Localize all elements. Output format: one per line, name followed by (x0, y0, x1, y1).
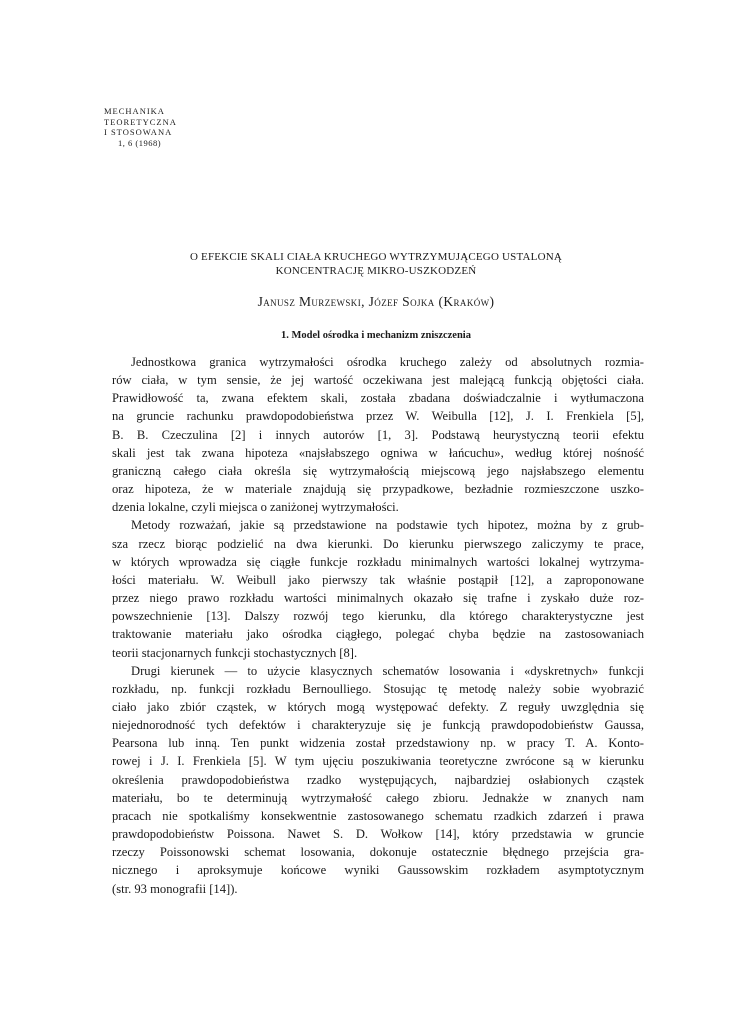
paper-authors: Janusz Murzewski, Józef Sojka (Kraków) (257, 294, 495, 309)
paper-title-line-2: KONCENTRACJĘ MIKRO-USZKODZEŃ (275, 265, 477, 277)
journal-name-line-2: TEORETYCZNA (104, 116, 177, 127)
text-line: B. B. Czeczulina [2] i innych autorów [1, 3]. Podstawą heurystyczną teorii efektu (112, 427, 644, 442)
text-line: przez niego prawo rozkładu wartości minimalnych okazało się trafne i zyskało duże roz- (112, 591, 644, 606)
journal-name-line-1: MECHANIKA (104, 106, 165, 116)
paragraph-2 (112, 516, 644, 661)
journal-name-line-3: I STOSOWANA (104, 127, 173, 137)
text-line: na gruncie rachunku prawdopodobieństwa przez W. Weibulla [12], J. I. Frenkiela [5], (112, 409, 644, 424)
text-line: teorii stacjonarnych funkcji stochastycznych [8]. (112, 645, 358, 660)
section-heading: 1. Model ośrodka i mechanizm zniszczenia (281, 330, 471, 341)
text-line: traktowanie materiału jako ośrodka ciągłego, polegać chyba będzie na zastosowaniach (112, 627, 644, 642)
text-line: pracach nie spotkaliśmy konsekwentnie zastosowanego schematu rzadkich zdarzeń i prawa (112, 808, 644, 823)
journal-volume: 1, 6 (1968) (118, 137, 162, 148)
text-line: rzeczy Poissonowski schemat losowania, dokonuje ostatecznie błędnego przejścia gra- (112, 845, 644, 860)
text-line: w których wprowadza się ciągłe funkcje rozkładu minimalnych wartości lokalnej wytrzyma- (112, 554, 644, 569)
text-line: materiału, bo te determinują wytrzymałość całego zbioru. Jednakże w znanych nam (112, 790, 644, 805)
text-line: graniczną całego ciała określa się wytrzymałością miejscową jego najsłabszego elementu (112, 463, 644, 478)
text-line: oraz hipoteza, że w materiale znajdują się przypadkowe, bezładnie rozmieszczone uszko- (112, 482, 644, 497)
paragraph-1 (112, 353, 644, 516)
text-line: prawdopodobieństw Poissona. Nawet S. D. Wołkow [14], który przedstawia w gruncie (112, 827, 644, 842)
text-line: Pearsona lub inną. Ten punkt widzenia został przedstawiony np. w pracy T. A. Konto- (112, 736, 644, 751)
body-text (112, 353, 644, 898)
text-line: rów ciała, w tym sensie, że jej wartość oczekiwana jest malejącą funkcją objętości ciała. (112, 373, 644, 388)
text-line: określenia prawdopodobieństwa rzadko występujących, najbardziej osłabionych cząstek (112, 772, 644, 787)
text-line: rowej i J. I. Frenkiela [5]. W tym ujęciu poszukiwania teoretyczne zwrócone są w kierunku (112, 754, 644, 769)
text-line: sza rzecz biorąc podzielić na dwa kierunki. Do kierunku pierwszego zaliczymy te prace, (112, 536, 644, 551)
text-line: niejednorodność tych defektów i charakteryzuje się je funkcją prawdopodobieństw Gaussa, (112, 718, 644, 733)
text-line: Drugi kierunek — to użycie klasycznych schematów losowania i «dyskretnych» funkcji (131, 663, 644, 678)
text-line: nicznego i aproksymuje końcowe wyniki Gaussowskim rozkładem asymptotycznym (112, 863, 644, 878)
text-line: powszechnienie [13]. Dalszy rozwój tego kierunku, dla którego charakterystyczne jest (112, 609, 644, 624)
text-line: skali jest tak zwana hipoteza «najsłabszego ogniwa w łańcuchu», według której nośność (112, 445, 644, 460)
paragraph-3 (112, 662, 644, 898)
paper-title-line-1: O EFEKCIE SKALI CIAŁA KRUCHEGO WYTRZYMUJĄCEGO USTALONĄ (189, 251, 563, 263)
text-line: Metody rozważań, jakie są przedstawione na podstawie tych hipotez, można by z grub- (131, 518, 644, 533)
text-line: (str. 93 monografii [14]). (112, 881, 238, 896)
paper-title (100, 250, 652, 278)
journal-header (104, 106, 177, 148)
text-line: łości materiału. W. Weibull jako pierwszy tak właśnie postąpił [12], a zaproponowane (112, 572, 644, 587)
text-line: ciało jako zbiór cząstek, w których mogą występować defekty. Z reguły uwzględnia się (112, 699, 644, 714)
text-line: dzenia lokalne, czyli miejsca o zaniżonej wytrzymałości. (112, 500, 399, 515)
text-line: rozkładu, np. funkcji rozkładu Bernoulliego. Stosując tę metodę należy sobie wyobrazić (112, 681, 644, 696)
text-line: Jednostkowa granica wytrzymałości ośrodka kruchego zależy od absolutnych rozmia- (131, 355, 644, 369)
text-line: Prawidłowość ta, zwana efektem skali, została zbadana doświadczalnie i wytłumaczona (112, 391, 644, 406)
